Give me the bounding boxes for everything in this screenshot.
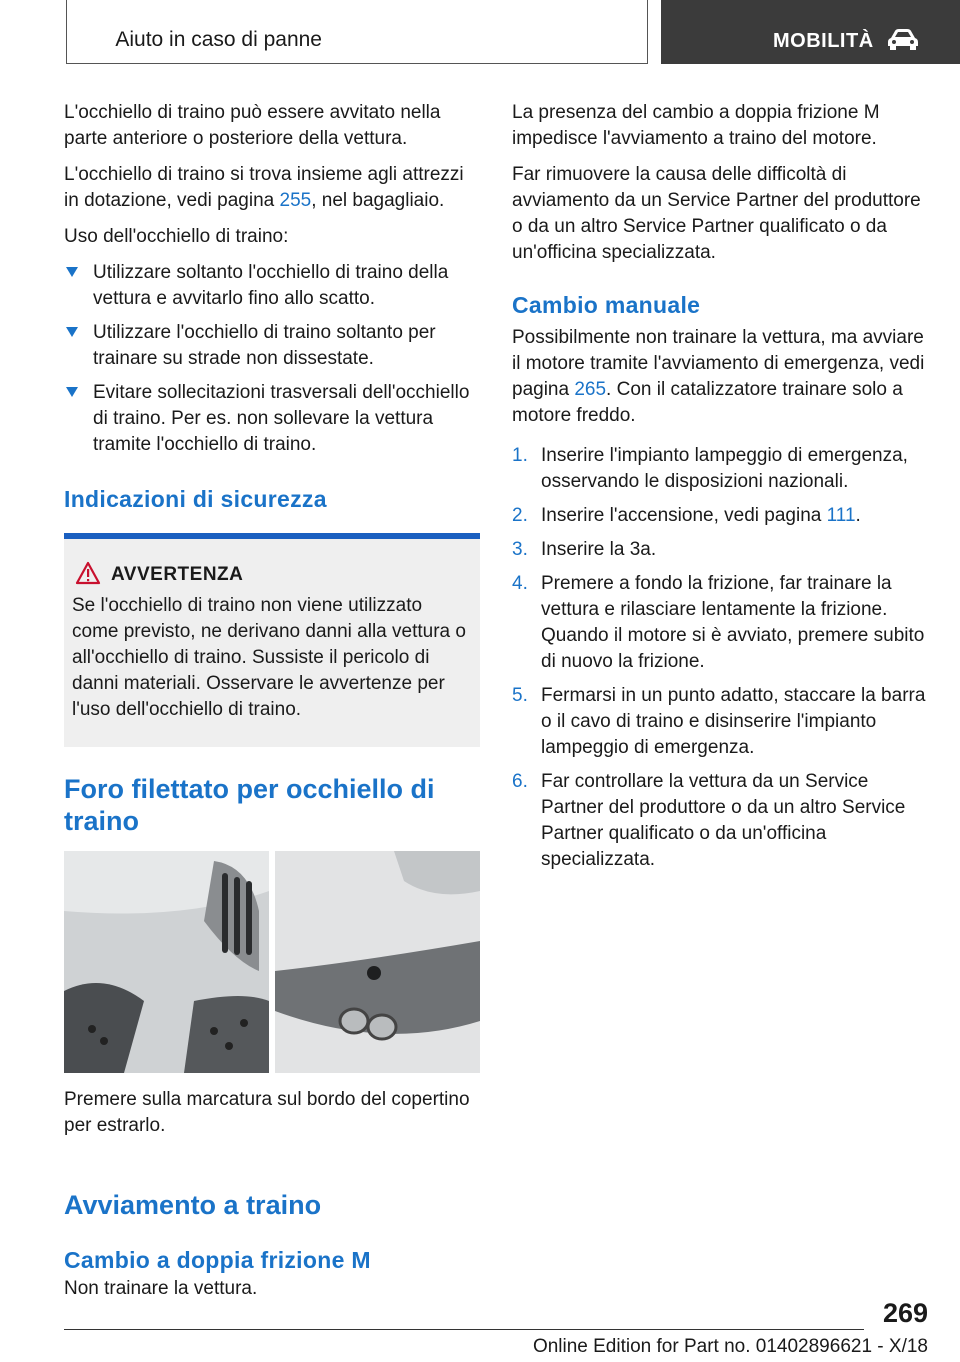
step-text: Far controllare la vettura da un Service Partner del produttore o da un altro Service Partner qualificato o da un'officina specializzata.	[541, 771, 906, 870]
step-number: 5.	[512, 685, 528, 706]
triangle-bullet-icon	[66, 267, 78, 277]
step-item	[512, 503, 928, 529]
list-item-text: Utilizzare soltanto l'occhiello di traino della vettura e avvitarlo fino allo scatto.	[93, 262, 449, 309]
triangle-bullet-icon	[66, 387, 78, 397]
photo-caption: Premere sulla marcatura sul bordo del copertino per estrarlo.	[64, 1089, 470, 1136]
step-item	[512, 683, 928, 761]
manual-text: Possibilmente non trainare la vettura, ma avviare il motore tramite l'avviamento di emergenza, vedi pagina	[512, 327, 925, 400]
warning-box	[64, 533, 480, 747]
dct-explanation: La presenza del cambio a doppia frizione M impedisce l'avviamento a traino del motore.	[512, 102, 880, 149]
steps-list	[512, 443, 928, 873]
usage-list	[64, 260, 480, 458]
manual-text-end: . Con il catalizzatore trainare solo a motore freddo.	[512, 379, 903, 426]
step-text: Inserire l'impianto lampeggio di emergenza, osservando le disposizioni nazionali.	[541, 445, 908, 492]
page-link-255[interactable]: 255	[279, 190, 312, 211]
list-item	[64, 380, 480, 458]
chapter-tab[interactable]	[661, 0, 960, 64]
chapter-label: MOBILITÀ	[773, 30, 874, 52]
list-item	[64, 320, 480, 372]
warning-text: Se l'occhiello di traino non viene utilizzato come previsto, ne derivano danni alla vettura o all'occhiello di traino. Sussiste il pericolo di danni materiali. Osservare le avvertenze per l'uso dell'occhiello di traino.	[72, 595, 466, 720]
warning-triangle-icon	[75, 561, 101, 585]
location-text: L'occhiello di traino si trova insieme agli attrezzi in dotazione, vedi pagina	[64, 164, 464, 211]
step-item	[512, 443, 928, 495]
step-text: Premere a fondo la frizione, far trainare la vettura e rilasciare lentamente la frizione. Quando il motore si è avviato, premere subito di nuovo la frizione.	[541, 573, 925, 672]
safety-heading: Indicazioni di sicurezza	[64, 486, 327, 512]
avviamento-heading: Avviamento a traino	[64, 1190, 322, 1220]
step-number: 4.	[512, 573, 528, 594]
list-item	[64, 260, 480, 312]
header-section-box	[66, 0, 648, 64]
right-column	[512, 100, 928, 881]
left-column	[64, 100, 480, 1312]
step-number: 3.	[512, 539, 528, 560]
dct-heading: Cambio a doppia frizione M	[64, 1247, 371, 1273]
step-number: 6.	[512, 771, 528, 792]
car-icon	[887, 28, 919, 50]
manual-heading: Cambio manuale	[512, 292, 701, 318]
step-number: 2.	[512, 505, 528, 526]
step-text-end: .	[855, 505, 861, 526]
step-item	[512, 769, 928, 873]
manual-paragraph	[512, 325, 928, 429]
step-number: 1.	[512, 445, 528, 466]
step-text: Fermarsi in un punto adatto, staccare la barra o il cavo di traino e disinserire l'impianto lampeggio di emergenza.	[541, 685, 926, 758]
list-item-text: Utilizzare l'occhiello di traino soltanto per trainare su strade non dissestate.	[93, 322, 436, 369]
page-link-265[interactable]: 265	[574, 379, 607, 400]
location-text-end: , nel bagagliaio.	[311, 190, 445, 211]
footer-divider	[64, 1329, 864, 1330]
page-number: 269	[882, 1298, 928, 1328]
foro-heading: Foro filettato per occhiello di traino	[64, 774, 435, 836]
section-title: Aiuto in caso di panne	[115, 28, 322, 51]
step-text: Inserire la 3a.	[541, 539, 657, 560]
page-link-111[interactable]: 111	[826, 505, 856, 526]
usage-intro: Uso dell'occhiello di traino:	[64, 226, 289, 247]
step-text: Inserire l'accensione, vedi pagina	[541, 505, 827, 526]
step-item	[512, 537, 928, 563]
dct-text: Non trainare la vettura.	[64, 1278, 258, 1299]
service-paragraph: Far rimuovere la causa delle difficoltà di avviamento da un Service Partner del produttore o da un altro Service Partner qualificato o da un'officina specializzata.	[512, 164, 921, 263]
step-item	[512, 571, 928, 675]
intro-paragraph: L'occhiello di traino può essere avvitato nella parte anteriore o posteriore della vettura.	[64, 102, 441, 149]
location-paragraph	[64, 162, 480, 214]
triangle-bullet-icon	[66, 327, 78, 337]
bumper-photo-illustration	[64, 851, 480, 1073]
warning-title: AVVERTENZA	[111, 564, 244, 585]
edition-info: Online Edition for Part no. 01402896621 - X/18	[532, 1336, 928, 1357]
list-item-text: Evitare sollecitazioni trasversali dell'occhiello di traino. Per es. non sollevare la vettura tramite l'occhiello di traino.	[93, 382, 470, 455]
tow-eye-photo	[64, 851, 480, 1073]
